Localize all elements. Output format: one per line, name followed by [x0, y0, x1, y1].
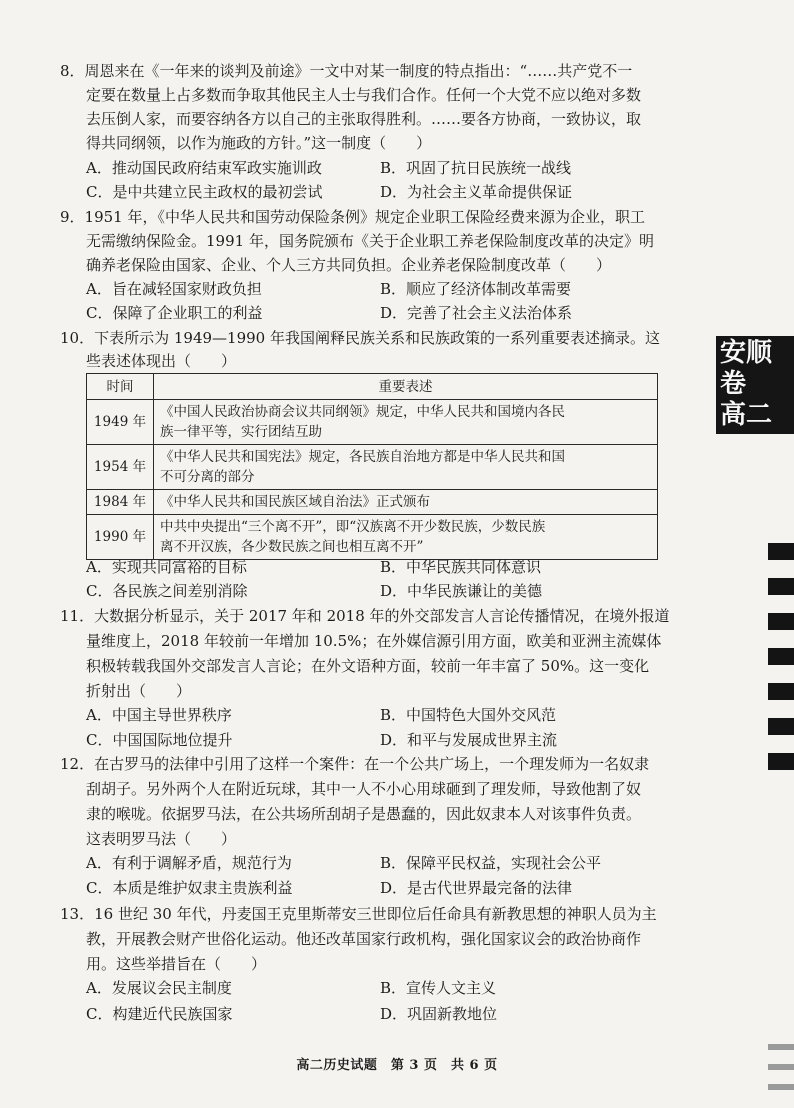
question-11-line: 折射出（ ） — [86, 682, 192, 700]
edge-marker — [768, 753, 794, 770]
question-11-line: 11．大数据分析显示，关于 2017 年和 2018 年的外交部发言人言论传播情况，在境外报道 — [60, 607, 670, 625]
question-9-option-c: C．保障了企业职工的利益 — [86, 304, 263, 322]
table-cell-text-line: 《中华人民共和国宪法》规定，各民族自治地方都是中华人民共和国 — [160, 449, 565, 465]
question-10-option-d: D．中华民族谦让的美德 — [380, 582, 543, 600]
table-cell-text-line: 离不开汉族，各少数民族之间也相互离不开” — [160, 539, 424, 555]
question-10-option-b: B．中华民族共同体意识 — [380, 558, 542, 576]
edge-marker — [768, 1044, 794, 1050]
question-11-option-a: A．中国主导世界秩序 — [86, 706, 232, 724]
question-9-line: 9．1951 年，《中华人民共和国劳动保险条例》规定企业职工保险经费来源为企业，职工 — [60, 208, 645, 226]
question-12-line: 这表明罗马法（ ） — [86, 830, 237, 848]
table-header-time: 时间 — [87, 374, 154, 400]
question-11-option-b: B．中国特色大国外交风范 — [380, 706, 557, 724]
question-9-line: 无需缴纳保险金。1991 年，国务院颁布《关于企业职工养老保险制度改革的决定》明 — [86, 232, 654, 250]
table-cell-year: 1990 年 — [87, 515, 154, 560]
edge-marker — [768, 648, 794, 665]
question-8-option-a: A．推动国民政府结束军政实施训政 — [86, 159, 322, 177]
question-8-option-d: D．为社会主义革命提供保证 — [380, 183, 573, 201]
edge-marker — [768, 1084, 794, 1090]
table-cell-text-line: 《中国人民政治协商会议共同纲领》规定，中华人民共和国境内各民 — [160, 404, 565, 420]
question-13-line: 用。这些举措旨在（ ） — [86, 955, 267, 973]
table-cell-text — [154, 445, 658, 490]
edge-marker — [768, 578, 794, 595]
question-8-option-b: B．巩固了抗日民族统一战线 — [380, 159, 572, 177]
question-13-option-d: D．巩固新教地位 — [380, 1005, 498, 1023]
question-9-option-d: D．完善了社会主义法治体系 — [380, 304, 573, 322]
question-8-option-c: C．是中共建立民主政权的最初尝试 — [86, 183, 323, 201]
table-cell-text — [154, 490, 658, 515]
page-footer: 高二历史试题 第 3 页 共 6 页 — [296, 1058, 498, 1073]
table-cell-text-line: 族一律平等，实行团结互助 — [160, 424, 322, 440]
question-13-line: 教，开展教会财产世俗化运动。他还改革国家行政机构，强化国家议会的政治协商作 — [86, 930, 642, 948]
question-13-option-a: A．发展议会民主制度 — [86, 979, 232, 997]
table-header-row — [87, 374, 658, 400]
question-12-option-a: A．有利于调解矛盾，规范行为 — [86, 854, 292, 872]
question-9-line: 确养老保险由国家、企业、个人三方共同负担。企业养老保险制度改革（ ） — [86, 256, 612, 274]
question-13-option-b: B．宣传人文主义 — [380, 979, 497, 997]
side-exam-label — [716, 336, 794, 434]
table-row — [87, 400, 658, 445]
question-13-option-c: C．构建近代民族国家 — [86, 1005, 233, 1023]
table-row — [87, 515, 658, 560]
table-cell-year: 1949 年 — [87, 400, 154, 445]
question-10-line: 10．下表所示为 1949—1990 年我国阐释民族关系和民族政策的一系列重要表述摘录。这 — [60, 329, 660, 347]
edge-marker — [768, 683, 794, 700]
question-8-line: 得共同纲领，以作为施政的方针。”这一制度（ ） — [86, 134, 432, 152]
question-11-option-c: C．中国国际地位提升 — [86, 731, 233, 749]
side-label-line: 高二 — [720, 400, 773, 430]
table-cell-year: 1954 年 — [87, 445, 154, 490]
table-cell-text — [154, 400, 658, 445]
question-12-option-b: B．保障平民权益，实现社会公平 — [380, 854, 602, 872]
question-11-line: 量维度上，2018 年较前一年增加 10.5%；在外媒信源引用方面，欧美和亚洲主流媒体 — [86, 632, 662, 650]
table-cell-text-line: 不可分离的部分 — [160, 469, 255, 485]
question-8-line: 8．周恩来在《一年来的谈判及前途》一文中对某一制度的特点指出：“……共产党不一 — [60, 62, 633, 80]
question-11-line: 积极转载我国外交部发言人言论；在外文语种方面，较前一年丰富了 50%。这一变化 — [86, 657, 650, 675]
question-11-option-d: D．和平与发展成世界主流 — [380, 731, 558, 749]
question-9-option-b: B．顺应了经济体制改革需要 — [380, 280, 572, 298]
table-cell-text-line: 中共中央提出“三个离不开”，即“汉族离不开少数民族，少数民族 — [160, 519, 546, 535]
question-12-line: 隶的喉咙。依据罗马法，在公共场所刮胡子是愚蠢的，因此奴隶本人对该事件负责。 — [86, 805, 642, 823]
question-9-option-a: A．旨在减轻国家财政负担 — [86, 280, 262, 298]
question-12-line: 12．在古罗马的法律中引用了这样一个案件：在一个公共广场上，一个理发师为一名奴隶 — [60, 755, 650, 773]
question-13-line: 13．16 世纪 30 年代，丹麦国王克里斯蒂安三世即位后任命具有新教思想的神职人员为主 — [60, 905, 657, 923]
edge-marker — [768, 543, 794, 560]
table-row — [87, 445, 658, 490]
question-12-line: 刮胡子。另外两个人在附近玩球，其中一人不小心用球砸到了理发师，导致他割了奴 — [86, 780, 642, 798]
question-10-line: 些表述体现出（ ） — [86, 352, 237, 370]
table-cell-text — [154, 515, 658, 560]
table-cell-text-line: 《中华人民共和国民族区域自治法》正式颁布 — [160, 494, 430, 510]
question-12-option-d: D．是古代世界最完备的法律 — [380, 879, 573, 897]
question-12-option-c: C．本质是维护奴隶主贵族利益 — [86, 879, 293, 897]
question-8-line: 去压倒人家，而要容纳各方以自己的主张取得胜利。……要各方协商，一致协议，取 — [86, 110, 642, 128]
question-8-line: 定要在数量上占多数而争取其他民主人士与我们合作。任何一个大党不应以绝对多数 — [86, 86, 642, 104]
side-label-line: 安顺卷 — [720, 338, 773, 399]
table-row — [87, 490, 658, 515]
table-cell-year: 1984 年 — [87, 490, 154, 515]
edge-marker — [768, 718, 794, 735]
question-10-option-c: C．各民族之间差别消除 — [86, 582, 248, 600]
statements-table — [86, 373, 658, 560]
edge-marker — [768, 613, 794, 630]
table-header-statement: 重要表述 — [154, 374, 658, 400]
question-10-option-a: A．实现共同富裕的目标 — [86, 558, 247, 576]
